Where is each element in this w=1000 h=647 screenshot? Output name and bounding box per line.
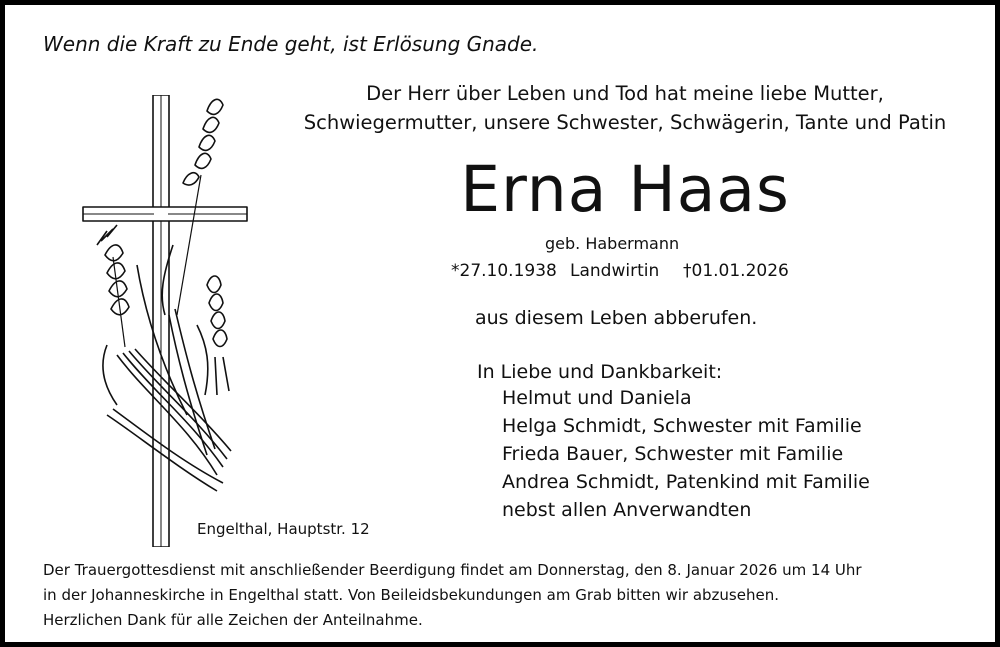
birth-date: *27.10.1938 [451,261,557,281]
mourner-line: Andrea Schmidt, Patenkind mit Familie [502,471,870,493]
address: Engelthal, Hauptstr. 12 [197,520,370,538]
footer-line-3: Herzlichen Dank für alle Zeichen der Anteilnahme. [43,611,423,629]
footer-line-1: Der Trauergottesdienst mit anschließender Beerdigung findet am Donnerstag, den 8. Januar 2026 um 14 Uhr [43,561,862,579]
deceased-name: Erna Haas [460,153,790,226]
maiden-name: geb. Habermann [545,234,680,253]
mourner-line: Helmut und Daniela [502,387,692,409]
footer-line-2: in der Johanneskirche in Engelthal statt. Von Beileidsbekundungen am Grab bitten wir abzusehen. [43,586,779,604]
occupation: Landwirtin [570,261,660,281]
mourner-line: Helga Schmidt, Schwester mit Familie [502,415,862,437]
intro-line-1: Der Herr über Leben und Tod hat meine liebe Mutter, [366,82,884,105]
thanks-heading: In Liebe und Dankbarkeit: [477,361,723,383]
death-date: †01.01.2026 [683,261,789,281]
intro-line-2: Schwiegermutter, unsere Schwester, Schwägerin, Tante und Patin [303,111,947,134]
motto: Wenn die Kraft zu Ende geht, ist Erlösung Gnade. [43,32,539,56]
cross-with-wheat-icon [77,95,257,547]
mourner-line: nebst allen Anverwandten [502,499,752,521]
called-away-text: aus diesem Leben abberufen. [475,307,758,329]
mourner-line: Frieda Bauer, Schwester mit Familie [502,443,844,465]
